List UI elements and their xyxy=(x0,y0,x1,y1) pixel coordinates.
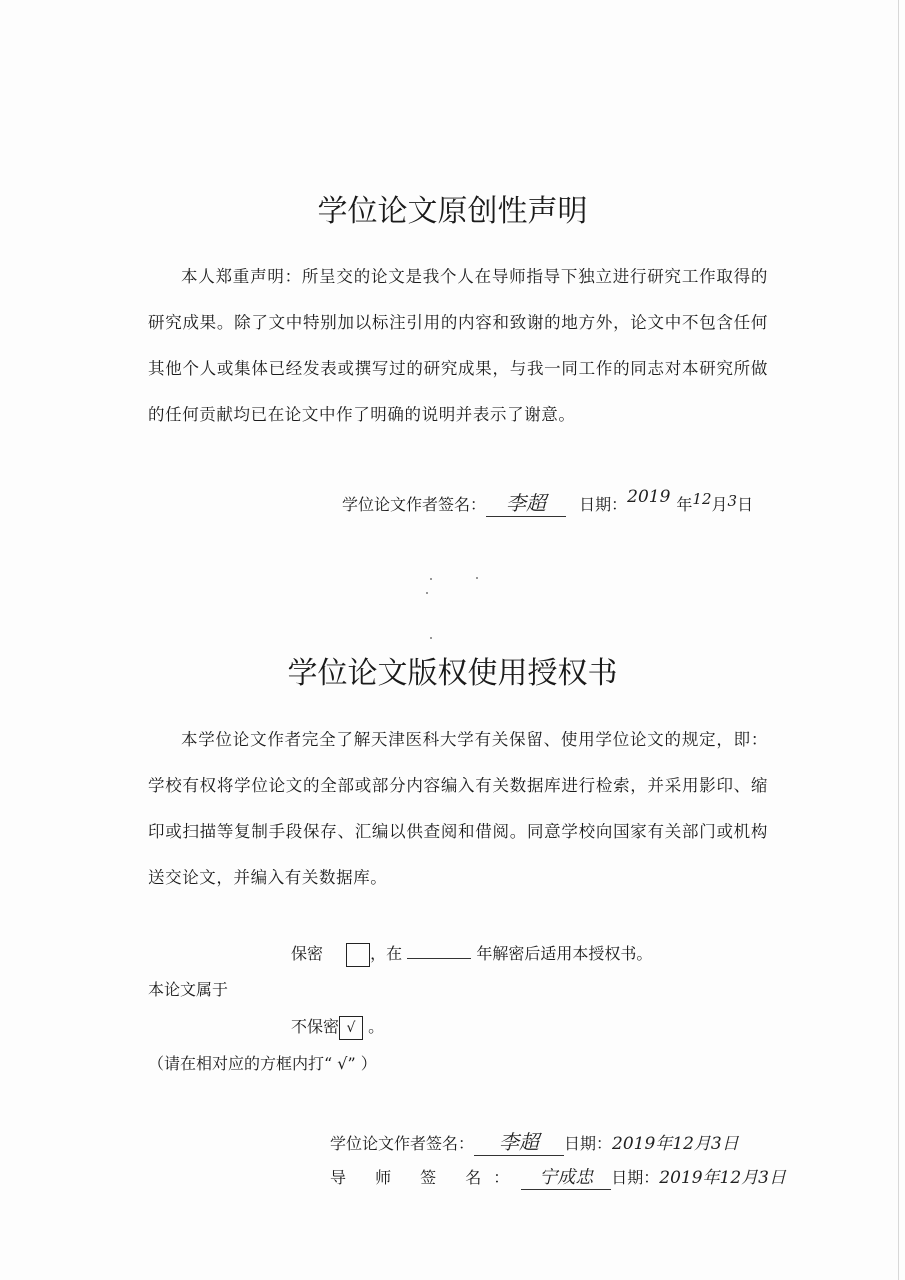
scan-speck xyxy=(430,578,432,580)
nonsecret-tail: 。 xyxy=(368,1017,385,1036)
secret-option-row xyxy=(291,941,652,967)
date-year: 2019 xyxy=(627,487,671,507)
scan-speck xyxy=(430,637,432,639)
copyright-author-signature: 李超 xyxy=(499,1130,540,1154)
advisor-date: 2019年12月3日 xyxy=(659,1168,786,1188)
advisor-date-label: 日期： xyxy=(611,1168,660,1187)
checkbox-instruction: （请在相对应的方框内打“ √” ） xyxy=(148,1054,377,1073)
copyright-author-date: 2019年12月3日 xyxy=(612,1134,739,1154)
nonsecret-checkbox[interactable]: √ xyxy=(339,1016,363,1040)
copyright-body: 本学位论文作者完全了解天津医科大学有关保留、使用学位论文的规定，即：学校有权将学位论文的全部或部分内容编入有关数据库进行检索，并采用影印、缩印或扫描等复制手段保存、汇编以供查阅和借阅。同意学校向国家有关部门或机构送交论文，并编入有关数据库。 xyxy=(148,730,768,887)
originality-signature-row xyxy=(342,487,753,517)
advisor-row xyxy=(330,1163,786,1190)
nonsecret-label: 不保密 xyxy=(291,1017,340,1036)
day-char: 日 xyxy=(737,495,754,514)
advisor-signature: 宁成忠 xyxy=(539,1167,594,1188)
copyright-author-label: 学位论文作者签名： xyxy=(330,1134,475,1153)
year-char: 年 xyxy=(676,495,693,514)
copyright-author-date-label: 日期： xyxy=(564,1134,613,1153)
belongs-label: 本论文属于 xyxy=(148,980,229,999)
date-month: 12 xyxy=(692,490,712,508)
date-label: 日期： xyxy=(579,495,628,514)
secret-tail: 年解密后适用本授权书。 xyxy=(476,944,653,963)
advisor-label: 导 师 签 名： xyxy=(330,1168,522,1187)
copyright-author-row xyxy=(330,1126,739,1156)
originality-body: 本人郑重声明：所呈交的论文是我个人在导师指导下独立进行研究工作取得的研究成果。除了文中特别加以标注引用的内容和致谢的地方外，论文中不包含任何其他个人或集体已经发表或撰写过的研究成果，与我一同工作的同志对本研究所做的任何贡献均已在论文中作了明确的说明并表示了谢意。 xyxy=(148,267,768,424)
date-day: 3 xyxy=(727,492,738,510)
month-char: 月 xyxy=(711,495,728,514)
scan-speck xyxy=(426,592,428,594)
nonsecret-option-row xyxy=(291,1014,384,1040)
secret-mid: ，在 xyxy=(370,944,403,963)
secret-label: 保密 xyxy=(291,944,324,963)
copyright-title: 学位论文版权使用授权书 xyxy=(287,656,618,691)
secret-years-blank[interactable] xyxy=(407,942,471,959)
author-signature: 李超 xyxy=(506,491,547,515)
scan-speck xyxy=(476,577,478,579)
author-signature-label: 学位论文作者签名： xyxy=(342,495,487,514)
secret-checkbox[interactable] xyxy=(346,943,370,967)
originality-title: 学位论文原创性声明 xyxy=(317,194,588,229)
